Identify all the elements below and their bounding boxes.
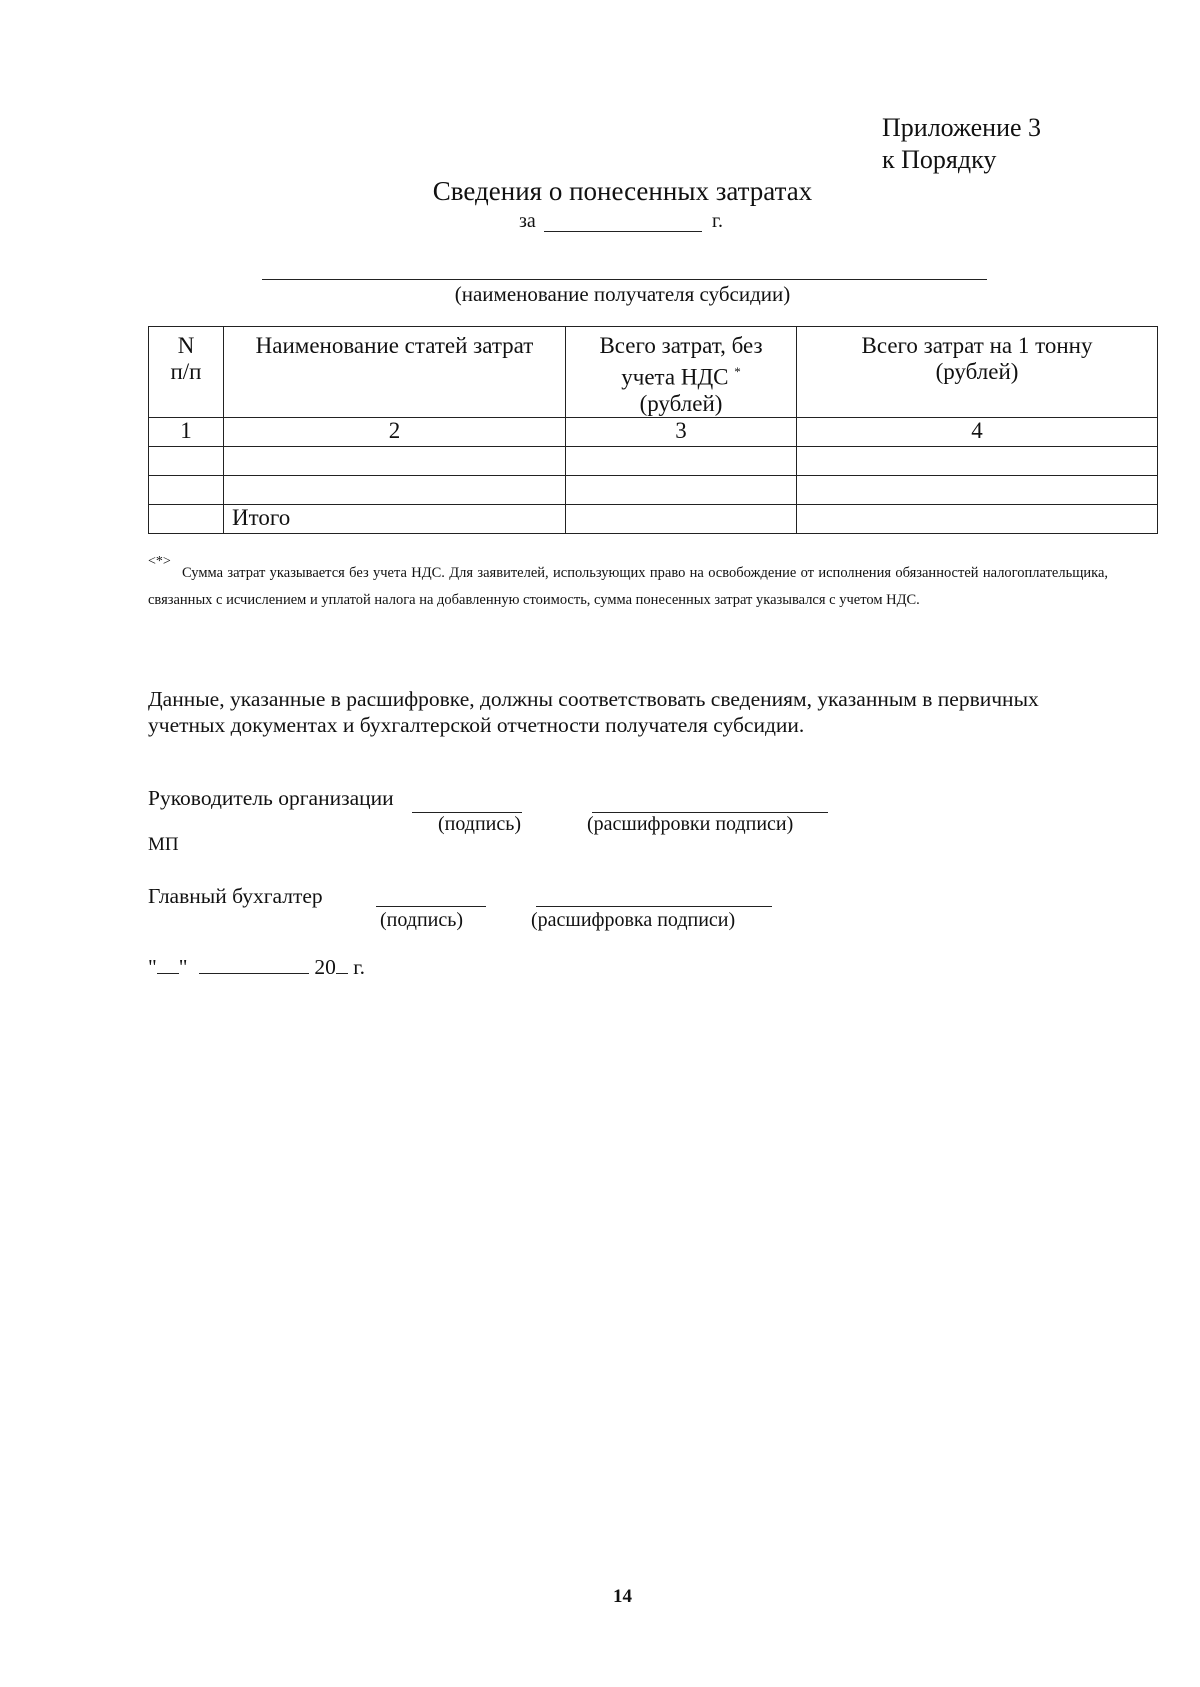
- header-total-line2-wrap: [570, 359, 792, 391]
- header-number-line2: п/п: [170, 359, 202, 384]
- statement-paragraph: Данные, указанные в расшифровке, должны соответствовать сведениям, указанным в первичных учетных документах и бухгалтерской отчетности получателя субсидии.: [148, 687, 1039, 737]
- head-decoding-caption: (расшифровки подписи): [587, 813, 794, 835]
- header-per-ton-line1: Всего затрат на 1 тонну: [861, 333, 1093, 358]
- accountant-signature-field[interactable]: [376, 906, 486, 907]
- recipient-name-field[interactable]: [262, 279, 987, 280]
- column-number-cell: 3: [566, 417, 797, 446]
- footnote-text: Сумма затрат указывается без учета НДС. Для заявителей, использующих право на освобождение от исполнения обязанностей налогоплательщика, связанных с исчислением и уплатой налога на добавленную стоимость, сумма понесенных затрат указывался с учетом НДС.: [148, 565, 1108, 608]
- costs-table: [148, 326, 1158, 534]
- header-total-line2: учета НДС: [621, 364, 729, 390]
- appendix-number: Приложение 3: [882, 113, 1042, 142]
- table-row: [149, 446, 1158, 475]
- header-total-line3: (рублей): [639, 390, 723, 416]
- document-title: Сведения о понесенных затратах: [432, 176, 813, 206]
- table-cell[interactable]: [149, 504, 224, 533]
- header-number: [149, 327, 224, 418]
- appendix-target: к Порядку: [882, 145, 997, 174]
- table-cell[interactable]: [224, 446, 566, 475]
- date-month-field[interactable]: [199, 955, 309, 974]
- footnote-mark: <*>: [148, 554, 171, 569]
- recipient-caption: (наименование получателя субсидии): [454, 282, 791, 306]
- header-total-line1: Всего затрат, без: [599, 333, 763, 358]
- header-total-per-ton: [797, 327, 1158, 418]
- column-number-cell: 4: [797, 417, 1158, 446]
- table-row: [149, 475, 1158, 504]
- table-cell[interactable]: [797, 446, 1158, 475]
- table-cell[interactable]: [797, 504, 1158, 533]
- header-per-ton-line2: (рублей): [935, 359, 1019, 384]
- column-number-row: [149, 417, 1158, 446]
- total-row: [149, 504, 1158, 533]
- header-cost-items: [224, 327, 566, 418]
- table-cell[interactable]: [224, 475, 566, 504]
- table-cell[interactable]: [797, 475, 1158, 504]
- table-header-row: [149, 327, 1158, 418]
- header-total-without-vat: [566, 327, 797, 418]
- footnote-reference: *: [734, 364, 741, 379]
- table-cell[interactable]: [566, 475, 797, 504]
- period-blank-field[interactable]: [544, 231, 702, 232]
- accountant-signature-caption: (подпись): [380, 909, 464, 931]
- accountant-decoding-caption: (расшифровка подписи): [531, 909, 736, 931]
- date-year-prefix: 20: [314, 955, 336, 979]
- date-day-field[interactable]: [157, 955, 179, 974]
- table-cell[interactable]: [566, 504, 797, 533]
- column-number-cell: 1: [149, 417, 224, 446]
- date-open-quote: ": [148, 955, 157, 979]
- table-cell[interactable]: [149, 475, 224, 504]
- head-signature-caption: (подпись): [438, 813, 522, 835]
- table-cell[interactable]: [149, 446, 224, 475]
- header-number-line1: N: [177, 333, 195, 358]
- period-suffix: г.: [712, 210, 723, 232]
- header-cost-items-text: Наименование статей затрат: [255, 333, 534, 358]
- page-number: 14: [613, 1586, 632, 1607]
- head-label: Руководитель организации: [148, 786, 394, 810]
- total-label: Итого: [224, 504, 566, 533]
- date-year-field[interactable]: [336, 955, 348, 974]
- accountant-label: Главный бухгалтер: [148, 884, 323, 908]
- seal-placeholder: МП: [148, 834, 179, 855]
- date-suffix: г.: [353, 955, 365, 979]
- table-cell[interactable]: [566, 446, 797, 475]
- accountant-decoding-field[interactable]: [536, 906, 772, 907]
- column-number-cell: 2: [224, 417, 566, 446]
- appendix-reference: [882, 112, 1041, 176]
- period-prefix: за: [519, 210, 536, 232]
- date-line: [148, 955, 365, 980]
- date-close-quote: ": [178, 955, 188, 979]
